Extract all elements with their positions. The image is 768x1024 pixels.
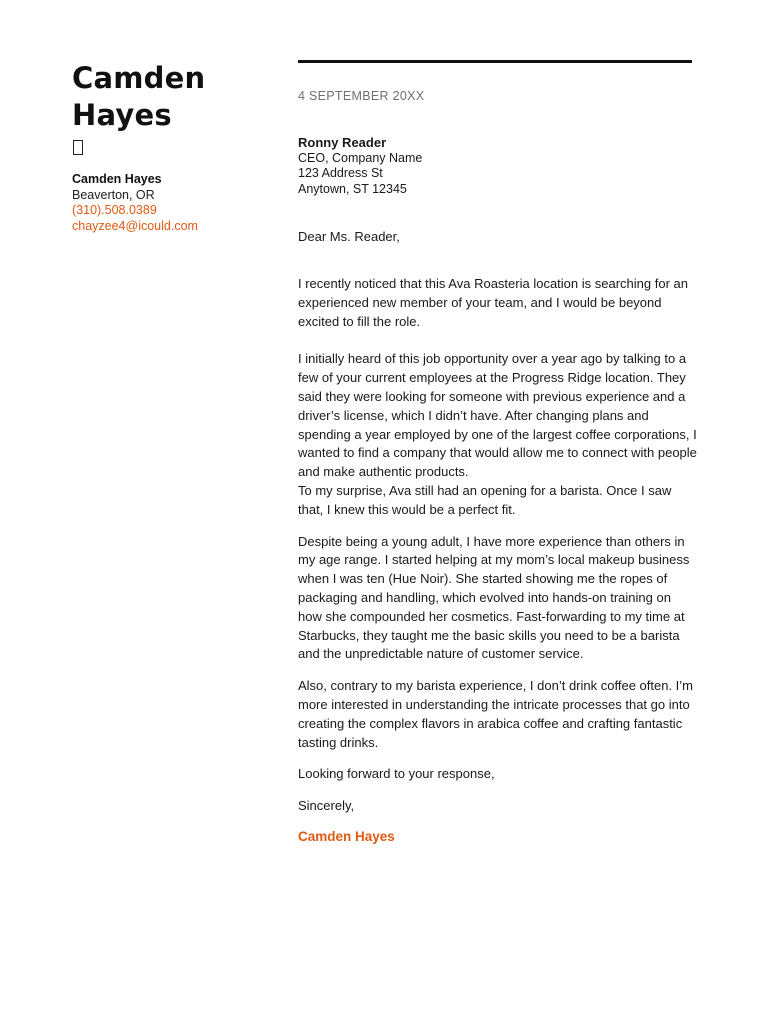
header-divider (298, 60, 692, 63)
applicant-name-heading (72, 60, 272, 134)
letter-body (298, 60, 698, 846)
recipient-address-line2: Anytown, ST 12345 (298, 181, 407, 196)
closing-line: Looking forward to your response, (298, 766, 495, 782)
contact-email-link[interactable]: chayzee4@icould.com (72, 218, 198, 233)
contact-name: Camden Hayes (72, 172, 162, 186)
salutation: Dear Ms. Reader, (298, 229, 400, 244)
paragraph-surprise: To my surprise, Ava still had an opening for a barista. Once I saw that, I knew this would be a perfect fit. (298, 482, 672, 517)
sign-off: Sincerely, (298, 798, 355, 814)
contact-location: Beaverton, OR (72, 187, 155, 202)
contact-block (72, 172, 272, 234)
placeholder-glyph-icon (73, 140, 83, 155)
paragraph-background: I initially heard of this job opportunity over a year ago by talking to a few of your current employees at the Progress Ridge location. They said they were looking for someone with previous experience and a driver’s license, which I didn’t have. After changing plans and spending a year employed by one of the largest coffee corporations, I wanted to find a company that would allow me to connect with people and make authentic products. (298, 351, 697, 480)
recipient-address-line1: 123 Address St (298, 166, 383, 180)
sidebar (72, 60, 272, 234)
recipient-block (298, 135, 698, 197)
recipient-title: CEO, Company Name (298, 150, 423, 165)
paragraph-interest: Also, contrary to my barista experience, I don’t drink coffee often. I’m more interested in understanding the intricate processes that go into creating the complex flavors in arabica coffee and crafting fantastic tasting drinks. (298, 678, 694, 750)
letter-date: 4 SEPTEMBER 20XX (298, 89, 425, 103)
paragraph-experience: Despite being a young adult, I have more experience than others in my age range. I started helping at my mom’s local makeup business when I was ten (Hue Noir). She started showing me the ropes of packaging and handling, which evolved into hands-on training on how she compounded her cosmetics. Fast-forwarding to my time at Starbucks, they taught me the basic skills you need to be a barista and the unpredictable nature of customer service. (298, 533, 690, 662)
contact-phone-link[interactable]: (310).508.0389 (72, 203, 157, 217)
paragraph-intro: I recently noticed that this Ava Roasteria location is searching for an experienced new member of your team, and I would be beyond excited to fill the role. (298, 276, 688, 329)
signature-name: Camden Hayes (298, 828, 395, 844)
name-line-last: Hayes (72, 98, 172, 132)
recipient-name: Ronny Reader (298, 135, 387, 150)
name-line-first: Camden (72, 61, 206, 95)
